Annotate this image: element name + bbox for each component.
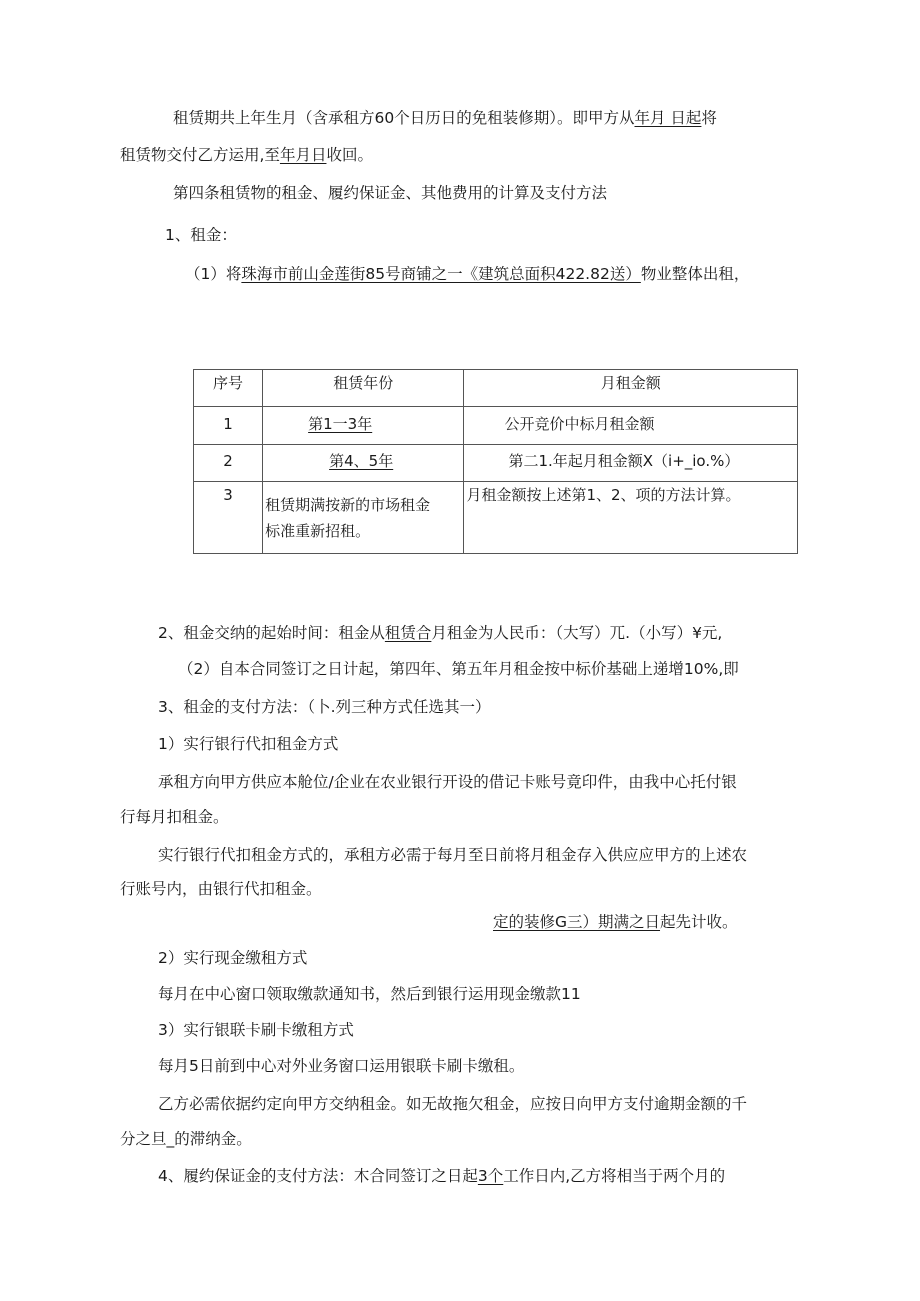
method-1-text-line3: 实行银行代扣租金方式的，承租方必需于每月至日前将月租金存入供应应甲方的上述农 bbox=[158, 846, 748, 864]
method-1-heading: 1）实行银行代扣租金方式 bbox=[158, 735, 339, 753]
table-row: 3 租赁期满按新的市场租金 标准重新招租。 月租金额按上述第1、2、项的方法计算。 bbox=[194, 482, 798, 554]
header-cell-number: 序号 bbox=[194, 370, 263, 407]
method-2-heading: 2）实行现金缴租方式 bbox=[158, 949, 308, 967]
filled-blank: 年月 日起 bbox=[634, 109, 702, 127]
filled-blank: 珠海市前山金莲街85号商铺之一《建筑总面积422.82送） bbox=[241, 265, 641, 283]
filled-blank: 定的装修G三）期满之日 bbox=[493, 913, 661, 931]
filled-blank: 3个 bbox=[477, 1167, 504, 1185]
table-header-row bbox=[194, 370, 798, 407]
rent-increase-line: （2）自本合同签订之日计起，第四年、第五年月租金按中标价基础上递增10%,即 bbox=[178, 660, 739, 678]
method-3-text: 每月5日前到中心对外业务窗口运用银联卡刷卡缴租。 bbox=[158, 1057, 525, 1075]
lease-term-paragraph-line1: 租赁期共上年生月（含承租方60个日历日的免租装修期）。即甲方从年月 日起将 bbox=[173, 109, 717, 127]
method-1-text-line4: 行账号内，由银行代扣租金。 bbox=[120, 880, 322, 898]
header-cell-year: 租赁年份 bbox=[263, 370, 464, 407]
late-fee-line1: 乙方必需依据约定向甲方交纳租金。如无故拖欠租金，应按日向甲方支付逾期金额的千 bbox=[158, 1095, 748, 1113]
late-fee-line2: 分之旦_的滞纳金。 bbox=[120, 1130, 252, 1148]
method-1-text-line1: 承租方向甲方供应本舱位/企业在农业银行开设的借记卡账号竟印件，由我中心托付银 bbox=[158, 773, 737, 791]
rent-section-heading: 1、租金： bbox=[165, 226, 237, 244]
method-2-text: 每月在中心窗口领取缴款通知书，然后到银行运用现金缴款11 bbox=[158, 985, 581, 1003]
filled-blank: 年月日 bbox=[279, 146, 327, 164]
header-cell-amount: 月租金额 bbox=[464, 370, 798, 407]
payment-start-line: 2、租金交纳的起始时间：租金从租赁合月租金为人民币：（大写）兀.（小写）¥元, bbox=[158, 624, 723, 642]
rent-item-1: （1）将珠海市前山金莲街85号商铺之一《建筑总面积422.82送）物业整体出租， bbox=[185, 265, 750, 283]
method-1-text-line2: 行每月扣租金。 bbox=[120, 808, 229, 826]
table-row: 1 第1一3年 公开竞价中标月租金额 bbox=[194, 407, 798, 445]
lease-term-paragraph-line2: 租赁物交付乙方运用,至年月日收回。 bbox=[120, 146, 373, 164]
payment-method-heading: 3、租金的支付方法：（卜.列三种方式任选其一） bbox=[158, 698, 491, 716]
fit-out-period-line: 定的装修G三）期满之日起先计收。 bbox=[493, 913, 738, 931]
article-four-heading: 第四条租赁物的租金、履约保证金、其他费用的计算及支付方法 bbox=[173, 184, 608, 202]
rent-schedule-table bbox=[193, 369, 798, 554]
table-row: 2 第4、5年 第二1.年起月租金额X（i+_io.%） bbox=[194, 445, 798, 482]
deposit-line: 4、履约保证金的支付方法：木合同签订之日起3个工作日内,乙方将相当于两个月的 bbox=[158, 1167, 726, 1185]
method-3-heading: 3）实行银联卡刷卡缴租方式 bbox=[158, 1021, 354, 1039]
filled-blank: 租赁合 bbox=[384, 624, 432, 642]
